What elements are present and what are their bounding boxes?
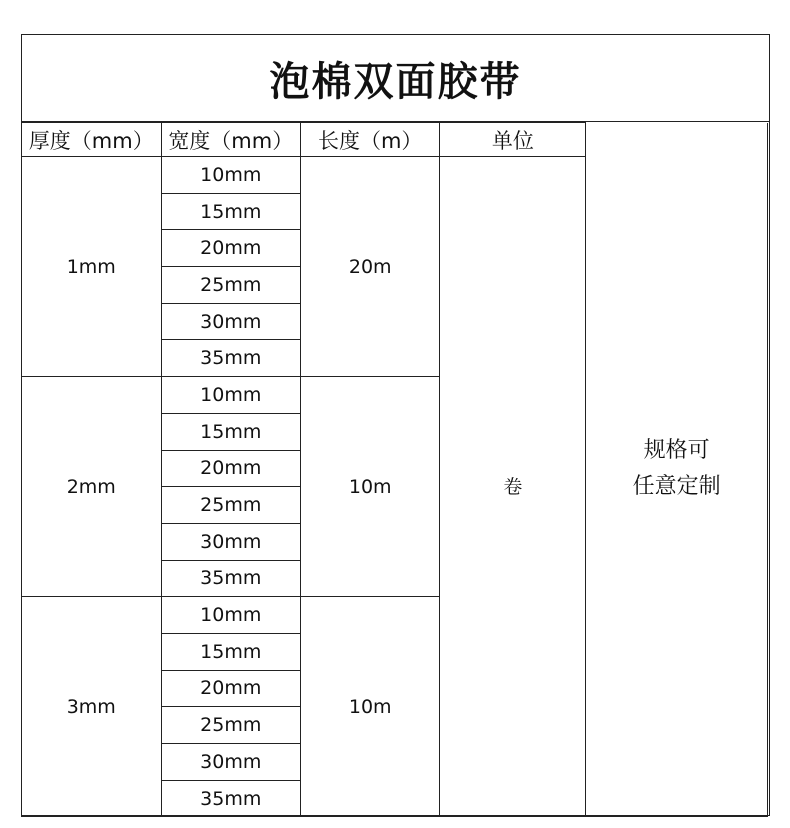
width-cell: 15mm [161, 633, 301, 670]
width-cell: 35mm [161, 560, 301, 597]
spec-table [21, 122, 768, 817]
unit-cell: 卷 [440, 157, 586, 817]
thickness-cell: 3mm [22, 597, 162, 817]
width-cell: 25mm [161, 487, 301, 524]
width-cell: 35mm [161, 340, 301, 377]
width-cell: 35mm [161, 780, 301, 817]
header-length: 长度（m） [301, 123, 440, 157]
thickness-cell: 1mm [22, 157, 162, 377]
header-unit: 单位 [440, 123, 586, 157]
width-cell: 10mm [161, 597, 301, 634]
width-cell: 25mm [161, 707, 301, 744]
length-cell: 10m [301, 377, 440, 597]
thickness-cell: 2mm [22, 377, 162, 597]
title-box [22, 35, 769, 122]
length-cell: 20m [301, 157, 440, 377]
width-cell: 30mm [161, 744, 301, 781]
header-thickness: 厚度（mm） [22, 123, 162, 157]
width-cell: 20mm [161, 230, 301, 267]
note-text [633, 433, 721, 505]
width-cell: 20mm [161, 670, 301, 707]
note-line-2: 任意定制 [632, 474, 721, 500]
width-cell: 10mm [161, 377, 301, 414]
note-line-1: 规格可 [643, 438, 710, 464]
header-row [22, 123, 768, 157]
note-cell [586, 123, 768, 817]
page-title: 泡棉双面胶带 [269, 58, 522, 105]
header-width: 宽度（mm） [161, 123, 301, 157]
width-cell: 25mm [161, 267, 301, 304]
width-cell: 30mm [161, 303, 301, 340]
width-cell: 10mm [161, 157, 301, 194]
spec-sheet [21, 34, 770, 816]
width-cell: 20mm [161, 450, 301, 487]
width-cell: 30mm [161, 523, 301, 560]
length-cell: 10m [301, 597, 440, 817]
width-cell: 15mm [161, 193, 301, 230]
width-cell: 15mm [161, 413, 301, 450]
